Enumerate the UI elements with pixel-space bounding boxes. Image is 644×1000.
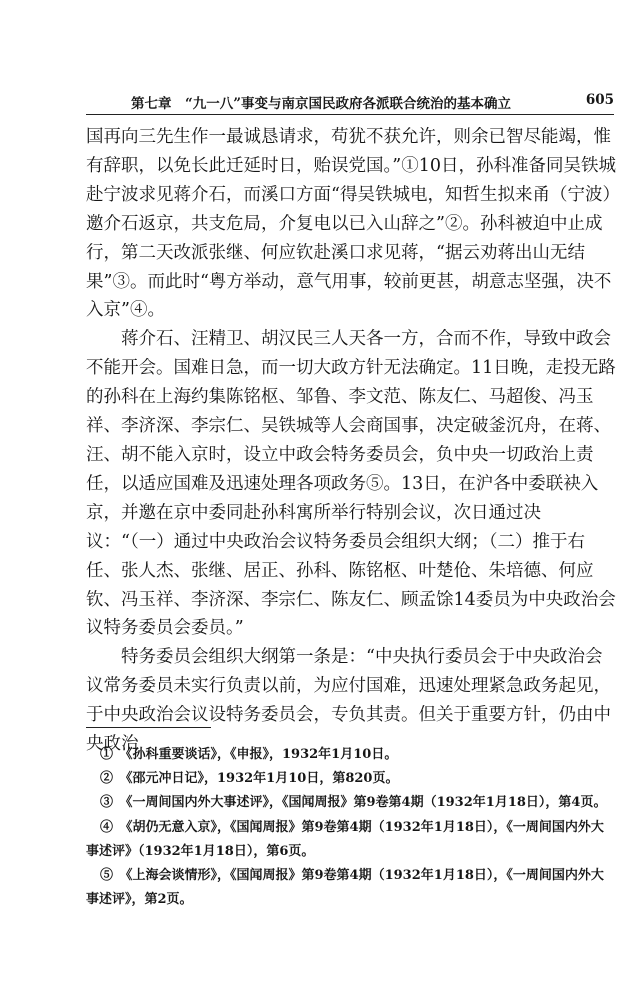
footnotes (86, 743, 616, 912)
footnote-4: ④ 《胡仍无意入京》，《国闻周报》第9卷第4期（1932年1月18日），《一周间国内外大事述评》（1932年1月18日），第6页。 (86, 819, 604, 859)
footnote-3: ③ 《一周间国内外大事述评》，《国闻周报》第9卷第4期（1932年1月18日），第4页。 (100, 795, 607, 811)
footnote-divider (86, 727, 211, 728)
footnote-2: ② 《邵元冲日记》，1932年1月10日，第820页。 (100, 771, 399, 787)
page-number: 605 (585, 92, 614, 108)
chapter-title: 第七章 “九一八”事变与南京国民政府各派联合统治的基本确立 (131, 96, 512, 112)
footnote-5: ⑤ 《上海会谈情形》，《国闻周报》第9卷第4期（1932年1月18日），《一周间国内外大事述评》，第2页。 (86, 868, 604, 908)
paragraph-2: 蒋介石、汪精卫、胡汉民三人天各一方，合而不作，导致中政会不能开会。国难日急，而一切大政方针无法确定。11日晚，走投无路的孙科在上海约集陈铭枢、邹鲁、李文范、陈友仁、马超俊、冯玉祥、李济深、李宗仁、吴铁城等人会商国事，决定破釜沉舟，在蒋、汪、胡不能入京时，设立中政会特务委员会，负中央一切政治上责任，以适应国难及迅速处理各项政务⑤。13日，在沪各中委联袂入京，并邀在京中委同赴孙科寓所举行特别会议，次日通过决议：“（一）通过中央政治会议特务委员会组织大纲；（二）推于右任、张人杰、张继、居正、孙科、陈铭枢、叶楚伧、朱培德、何应钦、冯玉祥、李济深、李宗仁、陈友仁、顾孟馀14委员为中央政治会议特务委员会委员。” (86, 329, 616, 639)
paragraph-1: 国再向三先生作一最诚恳请求，苟犹不获允许，则余已智尽能竭，惟有辞职，以免长此迁延时日，贻误党国。”①10日，孙科准备同吴铁城赴宁波求见蒋介石，而溪口方面“得吴铁城电，知哲生拟来甬（宁波）邀介石返京，共支危局，介复电以已入山辞之”②。孙科被迫中止成行，第二天改派张继、何应钦赴溪口求见蒋，“据云劝蒋出山无结果”③。而此时“粤方举动，意气用事，较前更甚，胡意志坚强，决不入京”④。 (86, 127, 616, 321)
main-text (86, 123, 616, 759)
running-header (86, 92, 614, 114)
paragraph-3: 特务委员会组织大纲第一条是：“中央执行委员会于中央政治会议常务委员未实行负责以前，为应付国难，迅速处理紧急政务起见，于中央政治会议设特务委员会，专负其责。但关于重要方针，仍由中央政治 (86, 647, 611, 755)
footnote-1: ① 《孙科重要谈话》，《申报》，1932年1月10日。 (100, 747, 398, 762)
header-divider (86, 114, 614, 115)
